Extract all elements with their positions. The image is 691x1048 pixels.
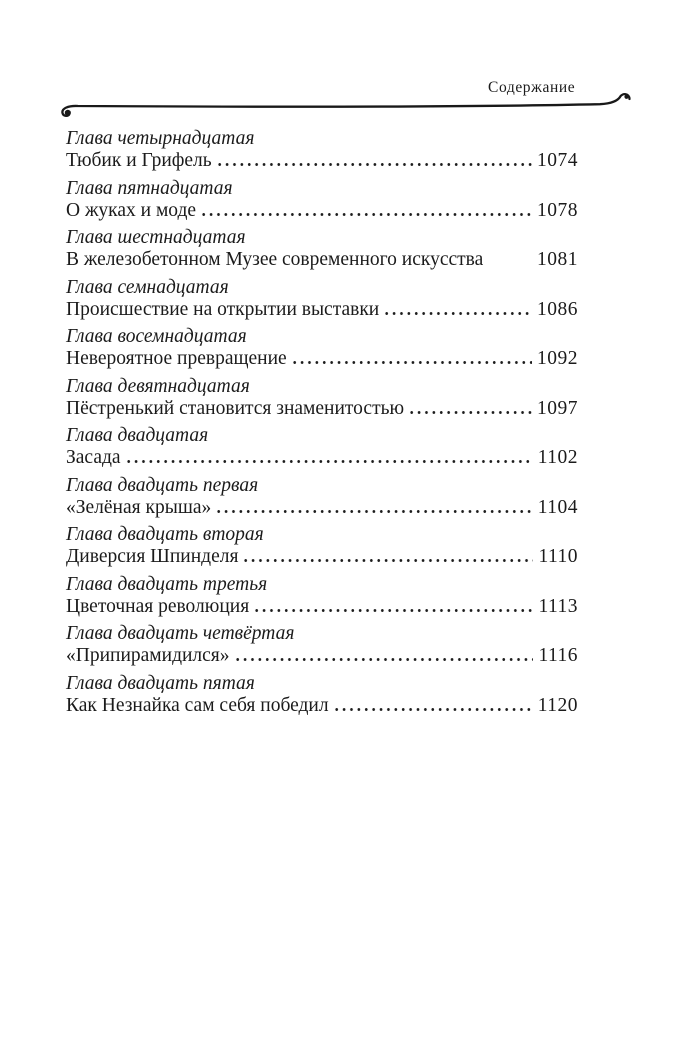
page-number: 1092 <box>537 348 578 369</box>
chapter-heading: Глава двадцать пятая <box>66 672 255 694</box>
dot-leader <box>253 609 533 612</box>
page-number: 1116 <box>538 645 578 666</box>
page-number: 1120 <box>537 694 578 716</box>
chapter-heading: Глава пятнадцатая <box>66 177 233 199</box>
chapter-heading: Глава девятнадцатая <box>66 375 250 397</box>
chapter-title: Цветочная революция <box>66 595 250 617</box>
toc-entry <box>66 573 578 618</box>
chapter-title: Тюбик и Грифель <box>66 150 212 171</box>
toc-entry <box>66 474 578 519</box>
toc-entry <box>66 672 578 717</box>
chapter-heading: Глава двадцать вторая <box>66 524 264 545</box>
flourish-divider-rule <box>56 88 638 122</box>
chapter-title: В железобетонном Музее современного искусства <box>66 249 484 270</box>
toc-entry <box>66 375 578 420</box>
toc-line <box>66 348 578 370</box>
dot-leader <box>291 361 532 364</box>
chapter-title: Происшествие на открытии выставки <box>66 298 380 320</box>
toc-entry <box>66 226 578 271</box>
toc-line <box>66 645 578 667</box>
chapter-title: Пёстренький становится знаменитостью <box>66 397 405 419</box>
dot-leader <box>408 411 532 414</box>
dot-leader <box>125 460 533 463</box>
toc-line <box>66 447 578 469</box>
chapter-title: «Зелёная крыша» <box>66 496 212 518</box>
dot-leader <box>215 510 532 513</box>
chapter-title: «Припирамидился» <box>66 645 230 666</box>
chapter-heading: Глава двадцатая <box>66 425 209 446</box>
chapter-title: О жуках и моде <box>66 199 197 221</box>
chapter-heading: Глава двадцать четвёртая <box>66 623 295 644</box>
toc-entry <box>66 622 578 667</box>
chapter-title: Невероятное превращение <box>66 348 287 369</box>
chapter-title: Как Незнайка сам себя победил <box>66 694 329 716</box>
toc-line <box>66 398 578 420</box>
page-number: 1110 <box>538 546 578 567</box>
page-number: 1113 <box>538 595 578 617</box>
toc-line <box>66 150 578 172</box>
toc-line <box>66 596 578 618</box>
dot-leader <box>200 213 532 216</box>
chapter-heading: Глава двадцать третья <box>66 573 268 595</box>
toc-entry <box>66 523 578 568</box>
chapter-heading: Глава восемнадцатая <box>66 326 247 347</box>
toc-entry <box>66 127 578 172</box>
toc-line <box>66 497 578 519</box>
toc-line <box>66 695 578 717</box>
chapter-heading: Глава двадцать первая <box>66 474 259 496</box>
dot-leader <box>216 163 532 166</box>
toc-entry <box>66 424 578 469</box>
chapter-title: Диверсия Шпинделя <box>66 546 239 567</box>
toc-line <box>66 546 578 568</box>
toc-list <box>66 127 578 721</box>
toc-line <box>66 299 578 321</box>
toc-entry <box>66 325 578 370</box>
page-header-label: Содержание <box>488 79 576 96</box>
toc-line <box>66 249 578 271</box>
dot-leader <box>383 312 532 315</box>
toc-entry <box>66 177 578 222</box>
toc-entry <box>66 276 578 321</box>
chapter-heading: Глава семнадцатая <box>66 276 229 298</box>
chapter-heading: Глава шестнадцатая <box>66 227 246 248</box>
chapter-heading: Глава четырнадцатая <box>66 128 255 149</box>
toc-line <box>66 200 578 222</box>
page-number: 1081 <box>537 249 578 270</box>
chapter-title: Засада <box>66 447 121 468</box>
page-number: 1097 <box>537 397 578 419</box>
dot-leader <box>487 262 532 265</box>
dot-leader <box>333 708 533 711</box>
page-number: 1104 <box>537 496 578 518</box>
page-number: 1074 <box>537 150 578 171</box>
page-number: 1078 <box>537 199 578 221</box>
dot-leader <box>242 559 533 562</box>
page-number: 1102 <box>537 447 578 468</box>
page-number: 1086 <box>537 298 578 320</box>
dot-leader <box>234 658 534 661</box>
